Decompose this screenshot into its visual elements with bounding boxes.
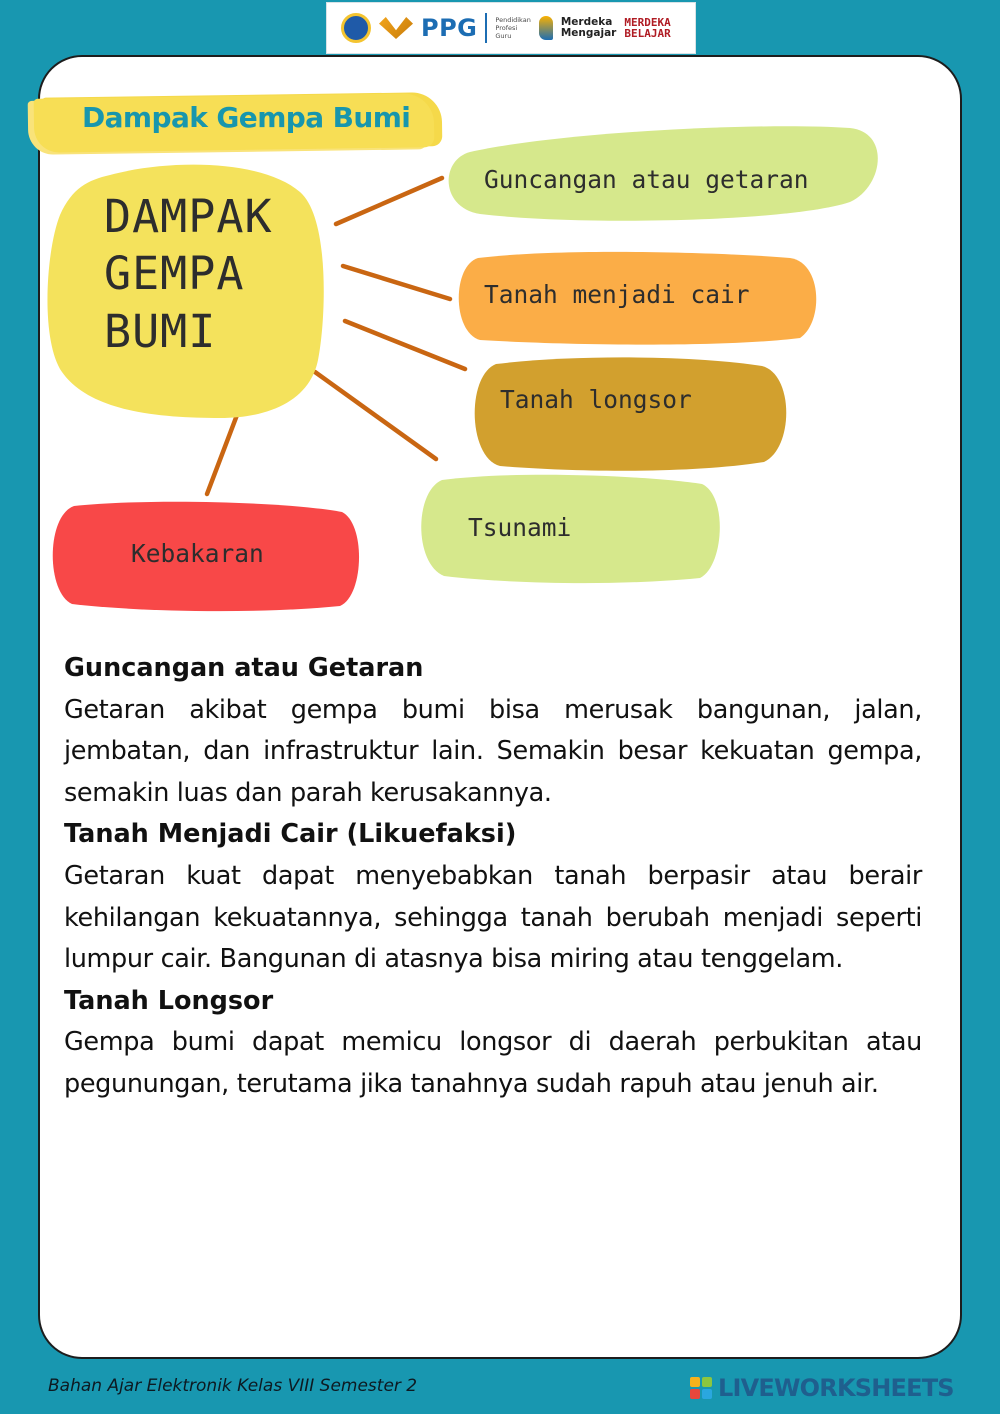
- connector-line: [315, 372, 436, 459]
- node-label-tanah-cair: Tanah menjadi cair: [484, 280, 750, 309]
- section-heading: Tanah Longsor: [64, 985, 274, 1016]
- section-heading: Tanah Menjadi Cair (Likuefaksi): [64, 819, 517, 850]
- connector-line: [336, 178, 442, 224]
- section-paragraph: Getaran akibat gempa bumi bisa merusak bangunan, jalan, jembatan, dan infrastruktur lain. Semakin besar kekuatan gempa, semakin luas dan parah kerusakannya.: [64, 694, 922, 808]
- mindmap-node-tanah-longsor: [475, 357, 787, 470]
- node-label-guncangan: Guncangan atau getaran: [484, 165, 809, 194]
- liveworksheets-logo-icon: [690, 1377, 712, 1399]
- mb-line: MERDEKA: [624, 16, 671, 29]
- mm-line: Merdeka: [560, 16, 613, 28]
- mb-line: BELAJAR: [624, 27, 671, 40]
- node-label-tsunami: Tsunami: [468, 513, 572, 542]
- ppg-sub-line: Guru: [495, 32, 512, 40]
- section-heading: Guncangan atau Getaran: [64, 653, 424, 683]
- liveworksheets-label: LIVEWORKSHEETS: [718, 1374, 954, 1402]
- ppg-sub-line: Profesi: [495, 24, 518, 32]
- mindmap-diagram: [0, 0, 1000, 640]
- footer-caption: Bahan Ajar Elektronik Kelas VIII Semester 2: [48, 1376, 418, 1396]
- connector-line: [345, 321, 465, 369]
- section-paragraph: Getaran kuat dapat menyebabkan tanah berpasir atau berair kehilangan kekuatannya, sehingga tanah berubah menjadi seperti lumpur cair. Bangunan di atasnya bisa miring atau tenggelam.: [64, 860, 922, 975]
- ppg-sub-line: Pendidikan: [495, 16, 531, 24]
- section-paragraph: Gempa bumi dapat memicu longsor di daerah perbukitan atau pegunungan, terutama jika tanahnya sudah rapuh atau jenuh air.: [64, 1027, 922, 1099]
- liveworksheets-brand[interactable]: [690, 1372, 954, 1404]
- connector-line: [207, 415, 237, 494]
- center-node-line: GEMPA: [104, 247, 245, 300]
- page-title: Dampak Gempa Bumi: [82, 101, 411, 134]
- ppg-label: PPG: [421, 14, 478, 42]
- center-node-line: BUMI: [104, 305, 217, 358]
- article-body: [64, 648, 922, 1106]
- center-node-line: DAMPAK: [104, 190, 273, 243]
- mm-line: Mengajar: [560, 27, 617, 39]
- node-label-tanah-longsor: Tanah longsor: [500, 385, 692, 414]
- node-label-kebakaran: Kebakaran: [131, 539, 264, 568]
- connector-line: [343, 266, 450, 299]
